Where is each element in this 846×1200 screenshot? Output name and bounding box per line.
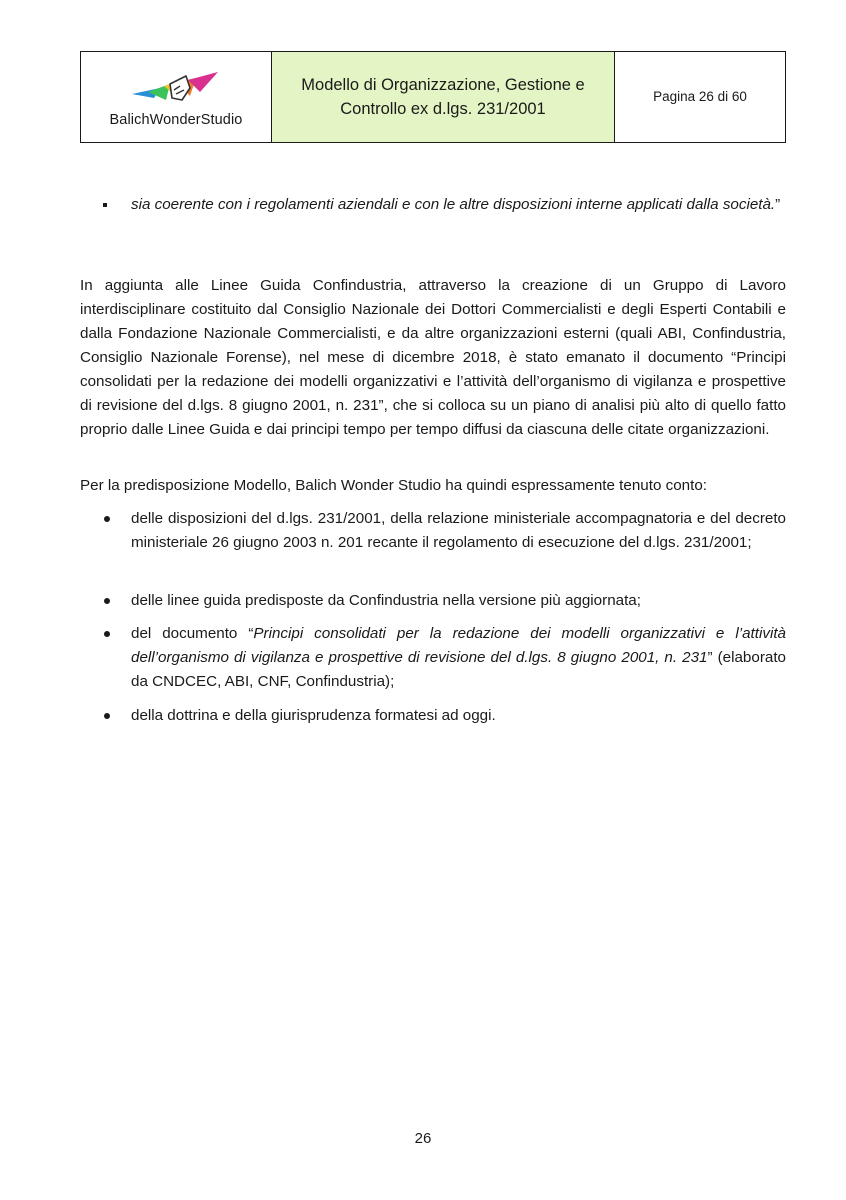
page-indicator: Pagina 26 di 60: [653, 89, 747, 104]
bullet-text-italic: Principi consolidati per la redazione dei modelli organizzativi e l’attività dell’organismo di vigilanza e prospettive di revisione del d.lgs. 8 giugno 2001, n. 231: [131, 625, 786, 666]
paragraph-1: In aggiunta alle Linee Guida Confindustria, attraverso la creazione di un Gruppo di Lavoro interdisciplinare costituito dal Consiglio Nazionale dei Dottori Commercialisti e degli Esperti Contabili e dalla Fondazione Nazionale Commercialisti, e da altre organizzazioni esterni (quali ABI, Confindustria, Consiglio Nazionale Forense), nel mese di dicembre 2018, è stato emanato il documento “Principi consolidati per la redazione dei modelli organizzativi e l’attività dell’organismo di vigilanza e prospettive di revisione del d.lgs. 8 giugno 2001, n. 231”, che si colloca su un piano di analisi più alto di quello fatto proprio dalle Linee Guida e dai principi tempo per tempo diffusi da ciascuna delle citate organizzazioni.: [80, 277, 786, 438]
list-item: [80, 193, 786, 217]
bullet-text-prefix: del documento “: [131, 625, 254, 642]
list-item: [80, 704, 786, 728]
page-indicator-cell: [615, 52, 785, 142]
bullet-text: della dottrina e della giurisprudenza formatesi ad oggi.: [131, 707, 496, 724]
list-item: [80, 622, 786, 694]
paragraph-2: Per la predisposizione Modello, Balich Wonder Studio ha quindi espressamente tenuto conto:: [80, 477, 708, 494]
bullet-list: [80, 704, 786, 728]
bullet-list: [80, 622, 786, 694]
company-logo: [130, 70, 222, 110]
document-header: [80, 51, 786, 143]
list-item: [80, 589, 786, 613]
title-line-2: Controllo ex d.lgs. 231/2001: [340, 100, 546, 118]
document-title: [272, 52, 615, 142]
closing-quote: ”: [775, 196, 781, 213]
bullet-icon: [104, 516, 110, 522]
logo-cell: [81, 52, 272, 142]
bullet-text: delle linee guida predisposte da Confindustria nella versione più aggiornata;: [131, 592, 641, 609]
bullet-text-suffix: ” (elaborato da CNDCEC, ABI, CNF, Confindustria);: [131, 649, 786, 690]
bullet-icon: [104, 598, 110, 604]
title-line-1: Modello di Organizzazione, Gestione e: [301, 76, 585, 94]
bullet-icon: [104, 631, 110, 637]
page-number: 26: [414, 1130, 432, 1147]
top-bullet-block: [80, 193, 786, 217]
bullet-icon: [104, 713, 110, 719]
square-bullet-icon: [103, 203, 107, 207]
bullet-text: delle disposizioni del d.lgs. 231/2001, della relazione ministeriale accompagnatoria e del decreto ministeriale 26 giugno 2003 n. 201 recante il regolamento di esecuzione del d.lgs. 231/2001;: [131, 510, 786, 551]
bullet-list: [80, 507, 786, 555]
logo-text: BalichWonderStudio: [109, 112, 243, 128]
list-item: [80, 507, 786, 555]
bullet-list: [80, 589, 786, 613]
bullet-text-italic: sia coerente con i regolamenti aziendali e con le altre disposizioni interne applicati dalla società.: [131, 196, 776, 213]
